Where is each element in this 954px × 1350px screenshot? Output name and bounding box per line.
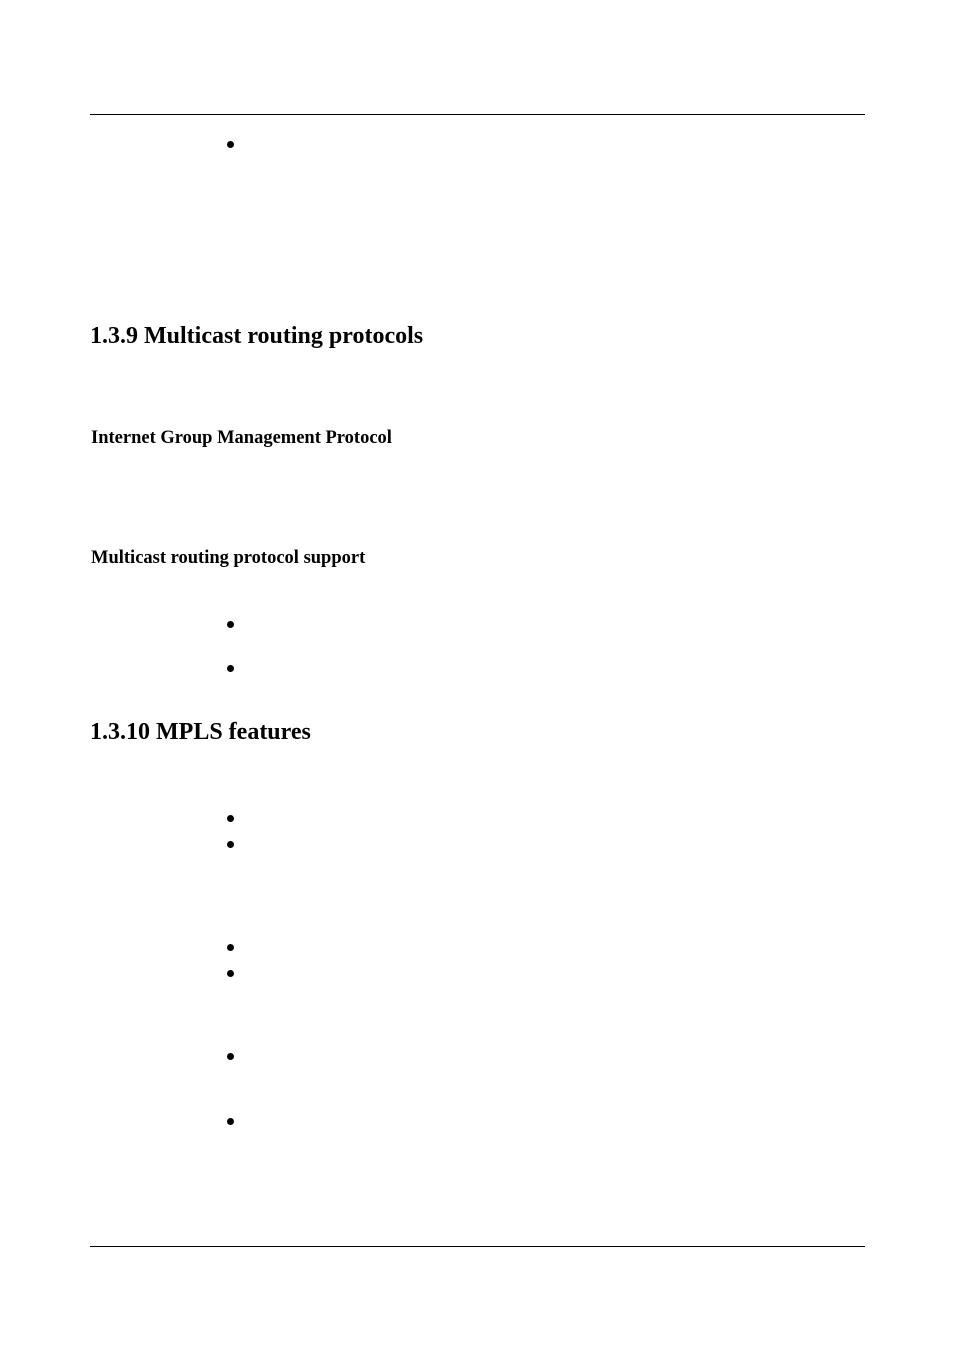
section-heading-multicast-routing-protocols: 1.3.9 Multicast routing protocols [90,323,424,349]
subheading-internet-group-management-protocol: Internet Group Management Protocol [91,428,392,448]
list-bullet [226,620,236,630]
list-bullet [226,969,236,979]
footer-rule [90,1246,865,1247]
list-bullet [226,1117,236,1127]
list-bullet [226,814,236,824]
list-bullet [226,943,236,953]
list-bullet [226,140,236,150]
list-bullet [226,1052,236,1062]
list-bullet [226,664,236,674]
subheading-multicast-routing-protocol-support: Multicast routing protocol support [91,548,366,568]
section-heading-mpls-features: 1.3.10 MPLS features [90,719,311,745]
list-bullet [226,840,236,850]
header-rule [90,114,865,115]
